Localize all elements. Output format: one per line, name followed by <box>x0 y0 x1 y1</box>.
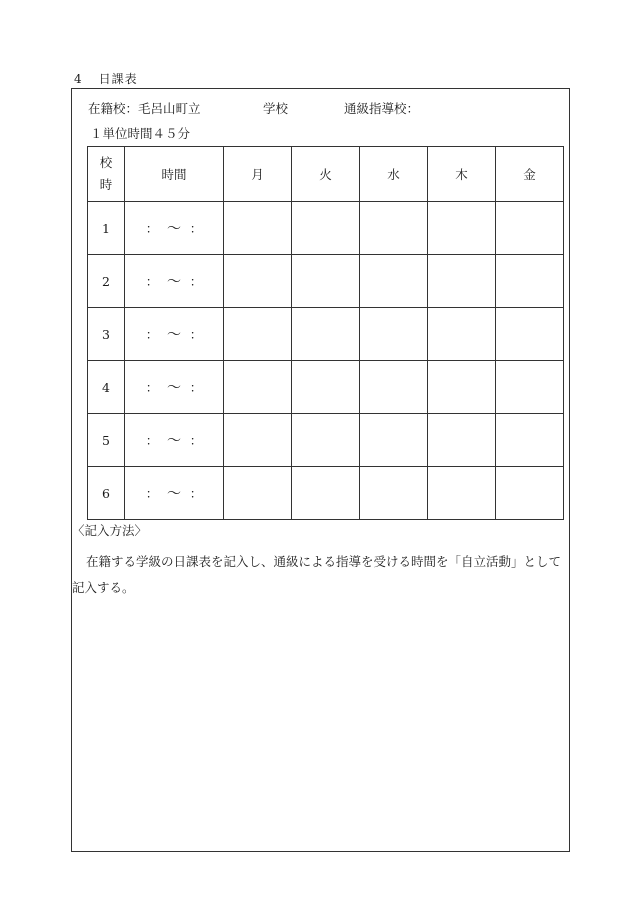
unit-time-label: １単位時間４５分 <box>90 126 191 141</box>
end-time-colon: ： <box>189 274 203 289</box>
instructions-body: 在籍する学級の日課表を記入し、通級による指導を受ける時間を「自立活動」として記入する。 <box>72 554 562 595</box>
cell-thu[interactable] <box>428 308 496 361</box>
section-heading <box>74 70 138 87</box>
day-header-wed: 水 <box>360 147 428 202</box>
cell-mon[interactable] <box>224 414 292 467</box>
cell-tue[interactable] <box>292 467 360 520</box>
table-row <box>88 202 564 255</box>
time-range-tilde: ～ <box>167 380 181 396</box>
cell-thu[interactable] <box>428 202 496 255</box>
period-number: 2 <box>88 255 125 308</box>
time-range-cell[interactable] <box>125 467 224 520</box>
cell-wed[interactable] <box>360 202 428 255</box>
time-range-tilde: ～ <box>167 433 181 449</box>
cell-fri[interactable] <box>496 467 564 520</box>
school-info-line <box>88 99 420 117</box>
table-row <box>88 361 564 414</box>
time-range-cell[interactable] <box>125 255 224 308</box>
period-number: 5 <box>88 414 125 467</box>
enrolled-school-label: 在籍校：毛呂山町立 <box>88 101 201 116</box>
end-time-colon: ： <box>189 433 203 448</box>
cell-tue[interactable] <box>292 255 360 308</box>
cell-thu[interactable] <box>428 255 496 308</box>
cell-thu[interactable] <box>428 467 496 520</box>
time-range-cell[interactable] <box>125 308 224 361</box>
time-range-tilde: ～ <box>167 486 181 502</box>
school-suffix-label: 学校 <box>263 101 289 116</box>
end-time-colon: ： <box>189 221 203 236</box>
instructions-title: 〈記入方法〉 <box>72 523 148 538</box>
period-header-top: 校 <box>99 155 113 170</box>
cell-tue[interactable] <box>292 361 360 414</box>
cell-fri[interactable] <box>496 255 564 308</box>
time-range-tilde: ～ <box>167 327 181 343</box>
cell-wed[interactable] <box>360 467 428 520</box>
time-range-tilde: ～ <box>167 274 181 290</box>
cell-tue[interactable] <box>292 202 360 255</box>
start-time-colon: ： <box>145 380 159 395</box>
period-number: 1 <box>88 202 125 255</box>
table-row <box>88 255 564 308</box>
day-header-mon: 月 <box>224 147 292 202</box>
cell-mon[interactable] <box>224 308 292 361</box>
period-number: 3 <box>88 308 125 361</box>
cell-thu[interactable] <box>428 361 496 414</box>
tsukyu-school-label: 通級指導校： <box>344 101 420 116</box>
cell-tue[interactable] <box>292 414 360 467</box>
time-header: 時間 <box>125 147 224 202</box>
day-header-thu: 木 <box>428 147 496 202</box>
cell-fri[interactable] <box>496 414 564 467</box>
start-time-colon: ： <box>145 433 159 448</box>
start-time-colon: ： <box>145 327 159 342</box>
period-number: 4 <box>88 361 125 414</box>
cell-wed[interactable] <box>360 255 428 308</box>
cell-mon[interactable] <box>224 361 292 414</box>
time-range-cell[interactable] <box>125 414 224 467</box>
table-row <box>88 308 564 361</box>
cell-mon[interactable] <box>224 255 292 308</box>
cell-fri[interactable] <box>496 202 564 255</box>
table-row <box>88 467 564 520</box>
cell-fri[interactable] <box>496 361 564 414</box>
cell-fri[interactable] <box>496 308 564 361</box>
start-time-colon: ： <box>145 274 159 289</box>
table-header-row <box>88 147 564 202</box>
end-time-colon: ： <box>189 486 203 501</box>
period-header-bottom: 時 <box>99 177 113 192</box>
end-time-colon: ： <box>189 380 203 395</box>
time-range-cell[interactable] <box>125 202 224 255</box>
period-header <box>88 147 125 202</box>
cell-tue[interactable] <box>292 308 360 361</box>
cell-thu[interactable] <box>428 414 496 467</box>
cell-wed[interactable] <box>360 308 428 361</box>
table-row <box>88 414 564 467</box>
cell-mon[interactable] <box>224 467 292 520</box>
day-header-fri: 金 <box>496 147 564 202</box>
schedule-table <box>87 146 564 520</box>
cell-mon[interactable] <box>224 202 292 255</box>
day-header-tue: 火 <box>292 147 360 202</box>
time-range-cell[interactable] <box>125 361 224 414</box>
end-time-colon: ： <box>189 327 203 342</box>
section-title: 日課表 <box>98 72 138 86</box>
cell-wed[interactable] <box>360 414 428 467</box>
cell-wed[interactable] <box>360 361 428 414</box>
time-range-tilde: ～ <box>167 221 181 237</box>
section-number: 4 <box>74 72 83 86</box>
start-time-colon: ： <box>145 221 159 236</box>
start-time-colon: ： <box>145 486 159 501</box>
period-number: 6 <box>88 467 125 520</box>
